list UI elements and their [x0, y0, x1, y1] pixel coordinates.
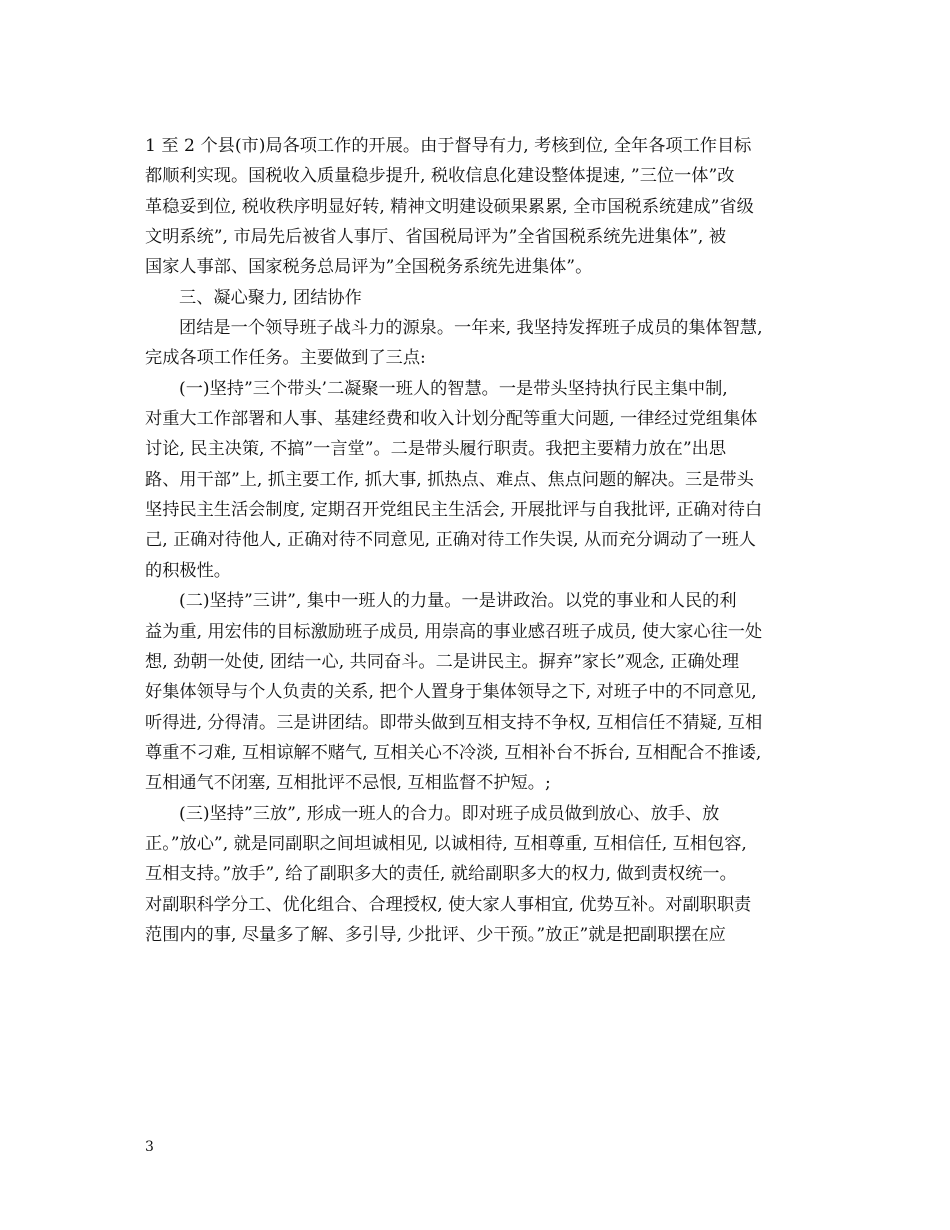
text-line: 革稳妥到位, 税收秩序明显好转, 精神文明建设硕果累累, 全市国税系统建成”省级	[145, 196, 754, 217]
text-line: 都顺利实现。国税收入质量稳步提升, 税收信息化建设整体提速, ”三位一体”改	[145, 166, 735, 187]
text-line: (一)坚持”三个带头’二凝聚一班人的智慧。一是带头坚持执行民主集中制,	[179, 378, 728, 399]
section-heading: 三、凝心聚力, 团结协作	[179, 287, 362, 308]
text-line: 范围内的事, 尽量多了解、多引导, 少批评、少干预。”放正”就是把副职摆在应	[145, 924, 726, 945]
text-line: (三)坚持”三放”, 形成一班人的合力。即对班子成员做到放心、放手、放	[179, 803, 720, 824]
text-line: 尊重不刁难, 互相谅解不赌气, 互相关心不冷淡, 互相补台不拆台, 互相配合不推诿,	[145, 742, 762, 763]
text-line: 文明系统”, 市局先后被省人事厅、省国税局评为”全省国税系统先进集体”, 被	[145, 227, 727, 248]
text-line: 对副职科学分工、优化组合、合理授权, 使大家人事相宜, 优势互补。对副职职责	[145, 894, 752, 915]
page-number: 3	[145, 1139, 154, 1155]
text-line: 己, 正确对待他人, 正确对待不同意见, 正确对待工作失误, 从而充分调动了一班人	[145, 530, 756, 551]
text-line: 路、用干部”上, 抓主要工作, 抓大事, 抓热点、难点、焦点问题的解决。三是带头	[145, 469, 754, 490]
text-line: 好集体领导与个人负责的关系, 把个人置身于集体领导之下, 对班子中的不同意见,	[145, 682, 757, 703]
text-line: 讨论, 民主决策, 不搞”一言堂”。二是带头履行职责。我把主要精力放在”出思	[145, 439, 727, 460]
text-line: 互相支持。”放手”, 给了副职多大的责任, 就给副职多大的权力, 做到责权统一。	[145, 864, 737, 885]
text-line: 1 至 2 个县(市)局各项工作的开展。由于督导有力, 考核到位, 全年各项工作目标	[145, 136, 752, 156]
text-line: 益为重, 用宏伟的目标激励班子成员, 用崇高的事业感召班子成员, 使大家心往一处	[145, 621, 763, 642]
text-line: 完成各项工作任务。主要做到了三点:	[145, 348, 426, 369]
text-line: 的积极性。	[145, 560, 231, 581]
text-line: 听得进, 分得清。三是讲团结。即带头做到互相支持不争权, 互相信任不猜疑, 互相	[145, 712, 763, 733]
text-line: 想, 劲朝一处使, 团结一心, 共同奋斗。二是讲民主。摒弃”家长”观念, 正确处理	[145, 651, 740, 672]
text-line: 国家人事部、国家税务总局评为”全国税务系统先进集体”。	[145, 257, 593, 278]
body-text	[145, 131, 810, 950]
text-line: 互相通气不闭塞, 互相批评不忌恨, 互相监督不护短。;	[145, 773, 551, 794]
text-line: 正。”放心”, 就是同副职之间坦诚相见, 以诚相待, 互相尊重, 互相信任, 互相包容,	[145, 833, 747, 854]
text-line: 坚持民主生活会制度, 定期召开党组民主生活会, 开展批评与自我批评, 正确对待白	[145, 500, 763, 521]
text-line: 对重大工作部署和人事、基建经费和收入计划分配等重大问题, 一律经过党组集体	[145, 409, 758, 430]
text-line: (二)坚持”三讲”, 集中一班人的力量。一是讲政治。以党的事业和人民的利	[179, 591, 737, 612]
text-line: 团结是一个领导班子战斗力的源泉。一年来, 我坚持发挥班子成员的集体智慧,	[179, 318, 763, 339]
